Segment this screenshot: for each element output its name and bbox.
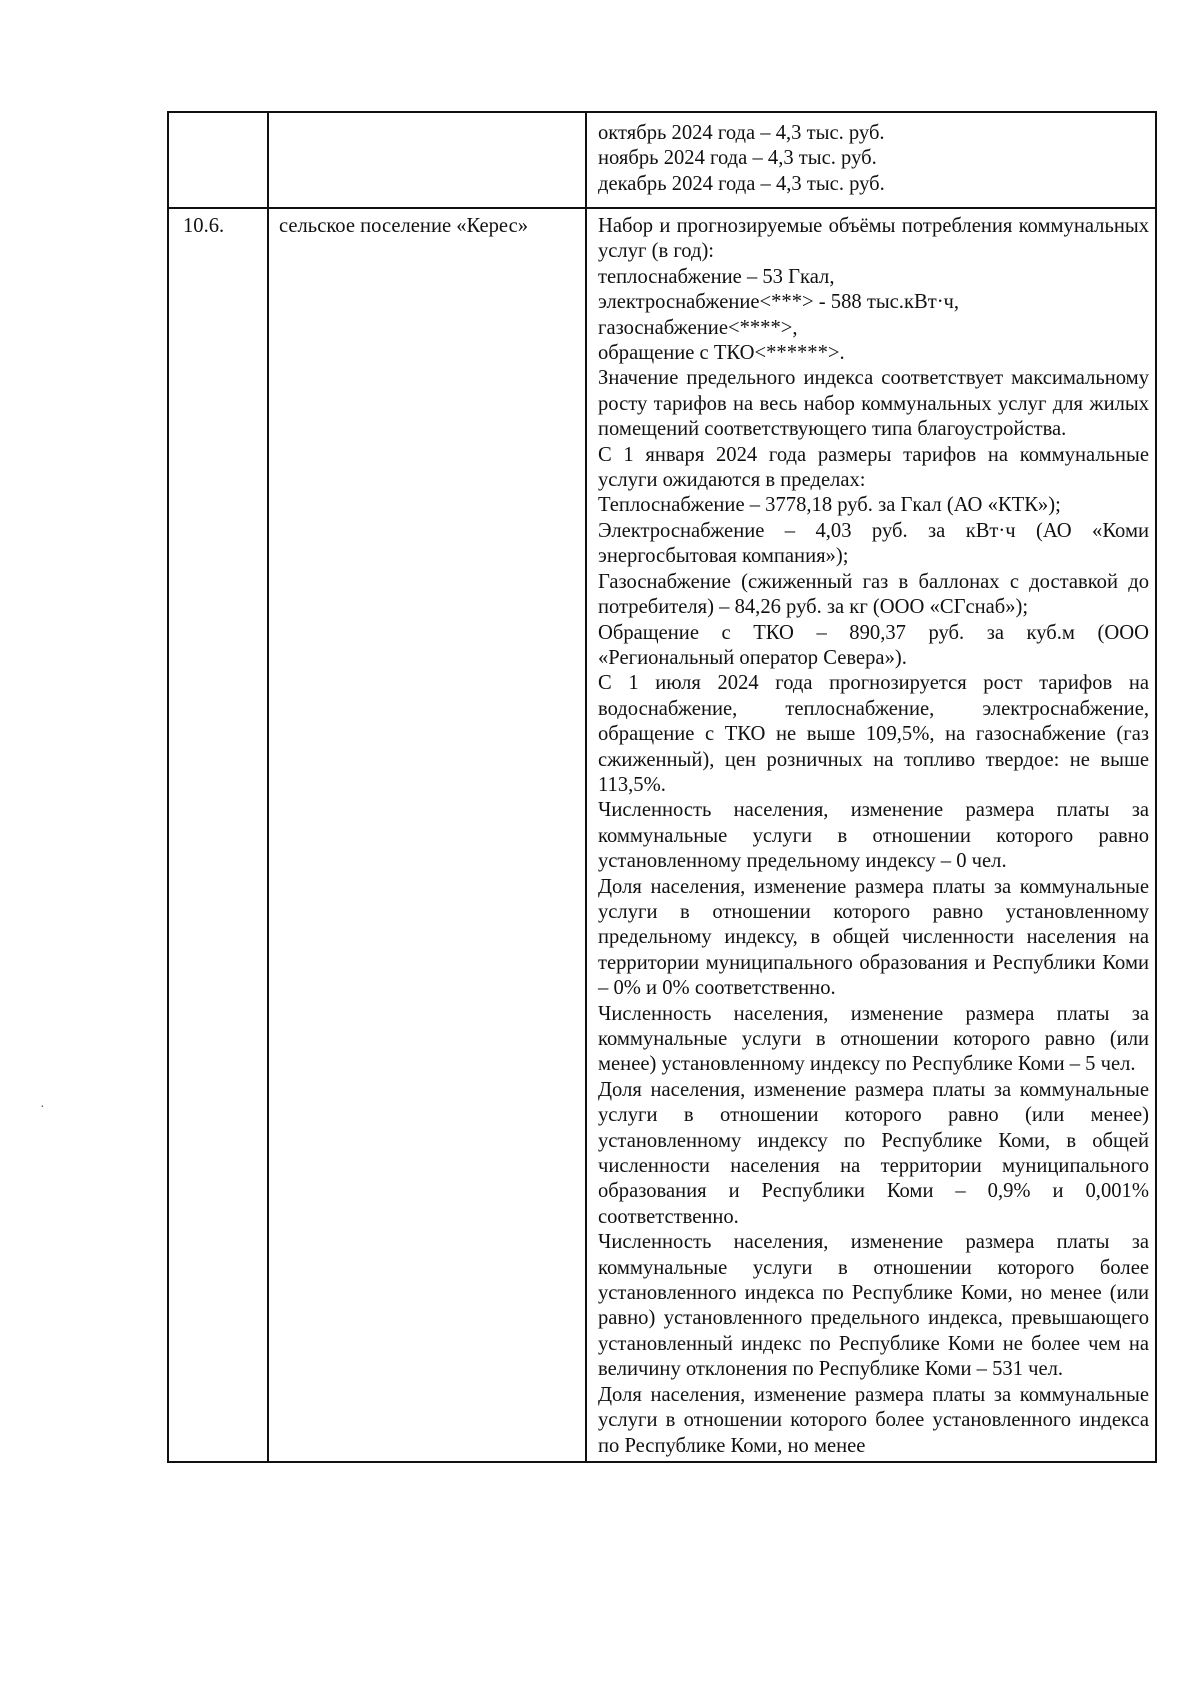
index-paragraph: Значение предельного индекса соответствует максимальному росту тарифов на весь набор коммунальных услуг для жилых помещений соответствующего типа благоустройства. [598, 367, 1149, 441]
month-line-october: октябрь 2024 года – 4,3 тыс. руб. [598, 122, 885, 144]
description-cell [586, 208, 1156, 1462]
population-paragraph-2: Доля населения, изменение размера платы за коммунальные услуги в отношении которого равно установленному предельному индексу, в общей численности населения на территории муниципального образования и Республики Коми – 0% и 0% соответственно. [598, 875, 1149, 1000]
tariff-gas: Газоснабжение (сжиженный газ в баллонах с доставкой до потребителя) – 84,26 руб. за кг (ООО «СГснаб»); [598, 570, 1149, 619]
monthly-values-cell [586, 112, 1156, 208]
consumption-electricity: электроснабжение<***> - 588 тыс.кВт·ч, [598, 291, 960, 314]
intro-paragraph: Набор и прогнозируемые объёмы потребления коммунальных услуг (в год): [598, 215, 1149, 263]
tariff-electricity: Электроснабжение – 4,03 руб. за кВт·ч (АО «Коми энергосбытовая компания»); [598, 519, 1149, 568]
growth-paragraph: С 1 июля 2024 года прогнозируется рост тарифов на водоснабжение, теплоснабжение, электроснабжение, обращение с ТКО не выше 109,5%, на газоснабжение (газ сжиженный), цен розничных на топливо твердое: не выше 113,5%. [598, 672, 1149, 796]
month-line-december: декабрь 2024 года – 4,3 тыс. руб. [598, 172, 885, 195]
number-cell [168, 112, 268, 208]
table-row-10-6 [168, 208, 1156, 1462]
population-paragraph-3: Численность населения, изменение размера платы за коммунальные услуги в отношении которого равно (или менее) установленному индексу по Республике Коми – 5 чел. [598, 1002, 1149, 1076]
consumption-heat: теплоснабжение – 53 Гкал, [598, 265, 835, 288]
population-paragraph-4: Доля населения, изменение размера платы за коммунальные услуги в отношении которого равно (или менее) установленному индексу по Республике Коми, в общей численности населения на территории муниципального образования и Республики Коми – 0,9% и 0,001% соответственно. [598, 1078, 1149, 1228]
tariffs-intro-paragraph: С 1 января 2024 года размеры тарифов на коммунальные услуги ожидаются в пределах: [598, 443, 1149, 492]
table-row-continuation [168, 112, 1156, 208]
tariff-table [167, 111, 1157, 1463]
consumption-waste: обращение с ТКО<******>. [598, 342, 845, 365]
month-line-november: ноябрь 2024 года – 4,3 тыс. руб. [598, 147, 877, 170]
consumption-gas: газоснабжение<****>, [598, 316, 798, 339]
settlement-cell [268, 112, 586, 208]
population-paragraph-5: Численность населения, изменение размера платы за коммунальные услуги в отношении которого более установленного индекса по Республике Коми, но менее (или равно) установленного предельного индекса, превышающего установленный индекс по Республике Коми не более чем на величину отклонения по Республике Коми – 531 чел. [598, 1231, 1149, 1381]
population-paragraph-1: Численность населения, изменение размера платы за коммунальные услуги в отношении которого равно установленному предельному индексу – 0 чел. [598, 799, 1149, 873]
population-paragraph-6: Доля населения, изменение размера платы за коммунальные услуги в отношении которого более установленного индекса по Республике Коми, но менее [598, 1383, 1149, 1457]
tariff-heat: Теплоснабжение – 3778,18 руб. за Гкал (АО «КТК»); [598, 494, 1061, 517]
settlement-name: сельское поселение «Керес» [268, 208, 586, 1462]
row-number: 10.6. [168, 208, 268, 1462]
scan-speck: · [40, 1100, 45, 1115]
tariff-waste: Обращение с ТКО – 890,37 руб. за куб.м (ООО «Региональный оператор Севера»). [598, 621, 1149, 669]
